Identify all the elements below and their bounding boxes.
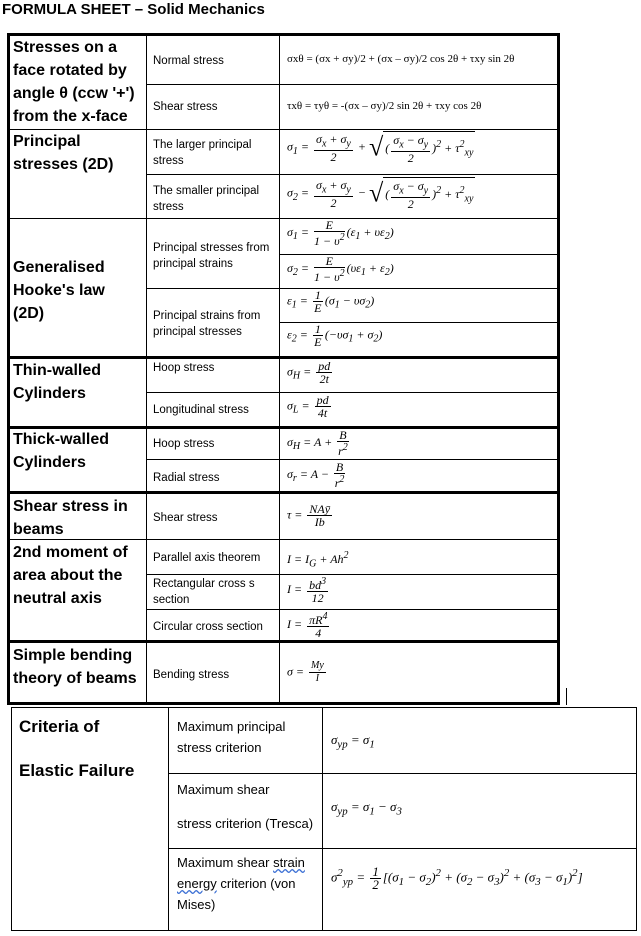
- label-max-shear-line1: Maximum shear: [177, 782, 270, 797]
- label-von-mises-part2: criterion (von: [216, 876, 296, 891]
- label-hoop-stress-thin: Hoop stress: [153, 362, 215, 374]
- section-thin-walled: Thin-walled Cylinders: [13, 362, 101, 402]
- label-parallel-axis: Parallel axis theorem: [153, 552, 261, 564]
- formula-tresca: $\sigma_{yp} = \sigma_1 - \sigma_3$: [331, 799, 402, 818]
- formula-sigma2: $\sigma_2$ = $\frac{\sigma_x + \sigma_y}{2}$ − √ ( $\frac{\sigma_x - \sigma_y}{2}$ )$^2 + \tau^2_{xy}$: [287, 177, 474, 212]
- formula-hoop-thick: $\sigma_H = A$ + $\frac{B}{r^2}$: [287, 428, 348, 458]
- formula-normal-stress: σxθ = (σx + σy)/2 + (σx – σy)/2 cos 2θ + τxy sin 2θ: [287, 53, 515, 65]
- label-max-shear-line2: stress criterion (Tresca): [177, 816, 314, 831]
- section-hookes-law: Generalised Hooke's law (2D): [13, 259, 105, 322]
- stray-mark: [566, 688, 567, 705]
- formula-rectangular: I = $\frac{bd^3}{12}$: [287, 576, 327, 605]
- label-larger-principal: The larger principal stress: [153, 139, 252, 167]
- formula-bending: σ = $\frac{My}{I}$: [287, 660, 324, 684]
- label-von-mises: [177, 852, 305, 915]
- label-longitudinal-stress: Longitudinal stress: [153, 404, 249, 416]
- section-elastic-failure: Criteria of Elastic Failure: [19, 717, 135, 780]
- formula-sigma2-from-strains: $\sigma_2$ = $\frac{E}{1 - \upsilon^2}$ $(\upsilon\varepsilon_1 + \varepsilon_2)$: [287, 254, 394, 284]
- formula-parallel-axis: $I = I_G + Ah^2$: [287, 550, 349, 570]
- formula-circular: I = $\frac{\pi R^4}{4}$: [287, 611, 328, 640]
- section-bending: Simple bending theory of beams: [13, 647, 137, 687]
- section-rotated-stresses: Stresses on a face rotated by angle θ (ccw '+') from the x-face: [13, 39, 135, 125]
- section-second-moment: 2nd moment of area about the neutral axis: [13, 544, 128, 607]
- label-smaller-principal: The smaller principal stress: [153, 185, 260, 213]
- label-normal-stress: Normal stress: [153, 55, 224, 67]
- formula-epsilon2: $\varepsilon_2$ = $\frac{1}{E}$ $(-\upsilon\sigma_1 + \sigma_2)$: [287, 322, 383, 349]
- section-principal-stresses: Principal stresses (2D): [13, 133, 114, 173]
- formula-sigma1: $\sigma_1$ = $\frac{\sigma_x + \sigma_y}{2}$ + √ ( $\frac{\sigma_x - \sigma_y}{2}$ )$^2 + \tau^2_{xy}$: [287, 131, 474, 166]
- label-von-mises-part1: Maximum shear: [177, 855, 274, 870]
- label-von-mises-energy: energy: [177, 876, 217, 891]
- formula-shear-stress: τxθ = τyθ = -(σx – σy)/2 sin 2θ + τxy cos 2θ: [287, 100, 482, 112]
- formula-sigma1-from-strains: $\sigma_1$ = $\frac{E}{1 - \upsilon^2}$ $(\varepsilon_1 + \upsilon\varepsilon_2)$: [287, 218, 394, 248]
- formula-max-principal: $\sigma_{yp} = \sigma_1$: [331, 732, 375, 751]
- label-circular-section: Circular cross section: [153, 621, 263, 633]
- section-thick-walled: Thick-walled Cylinders: [13, 431, 110, 471]
- label-bending-stress: Bending stress: [153, 669, 230, 681]
- label-von-mises-strain: strain: [273, 855, 305, 870]
- label-radial-stress: Radial stress: [153, 472, 220, 484]
- label-rectangular-section: Rectangular cross s section: [153, 578, 255, 606]
- label-von-mises-part3: Mises): [177, 897, 216, 912]
- label-strains-from-stresses: Principal strains from principal stresses: [153, 310, 261, 338]
- label-hoop-stress-thick: Hoop stress: [153, 438, 215, 450]
- label-stresses-from-strains: Principal stresses from principal strains: [153, 242, 270, 270]
- formula-hoop-thin: $\sigma_H$ = $\frac{pd}{2t}$: [287, 359, 331, 386]
- formula-longitudinal: $\sigma_L$ = $\frac{pd}{4t}$: [287, 393, 329, 420]
- label-shear-stress-beams: Shear stress: [153, 512, 218, 524]
- formula-epsilon1: $\varepsilon_1$ = $\frac{1}{E}$ $(\sigma_1 - \upsilon\sigma_2)$: [287, 288, 375, 315]
- formula-von-mises: $\sigma^2_{yp}$ = $\frac{1}{2}$ $[(\sigma_1 - \sigma_2)^2 + (\sigma_2 - \sigma_3)^2 + (\sigma_3 - \sigma_1)^2]$: [331, 864, 583, 892]
- formula-shear-beam: τ = $\frac{\text{NAȳ}}{Ib}$: [287, 502, 331, 529]
- formula-radial: $\sigma_r = A$ − $\frac{B}{r^2}$: [287, 460, 345, 490]
- section-shear-beams: Shear stress in beams: [13, 498, 128, 538]
- label-shear-stress: Shear stress: [153, 101, 218, 113]
- label-max-principal: Maximum principal stress criterion: [177, 719, 286, 755]
- page-title: FORMULA SHEET – Solid Mechanics: [2, 1, 265, 18]
